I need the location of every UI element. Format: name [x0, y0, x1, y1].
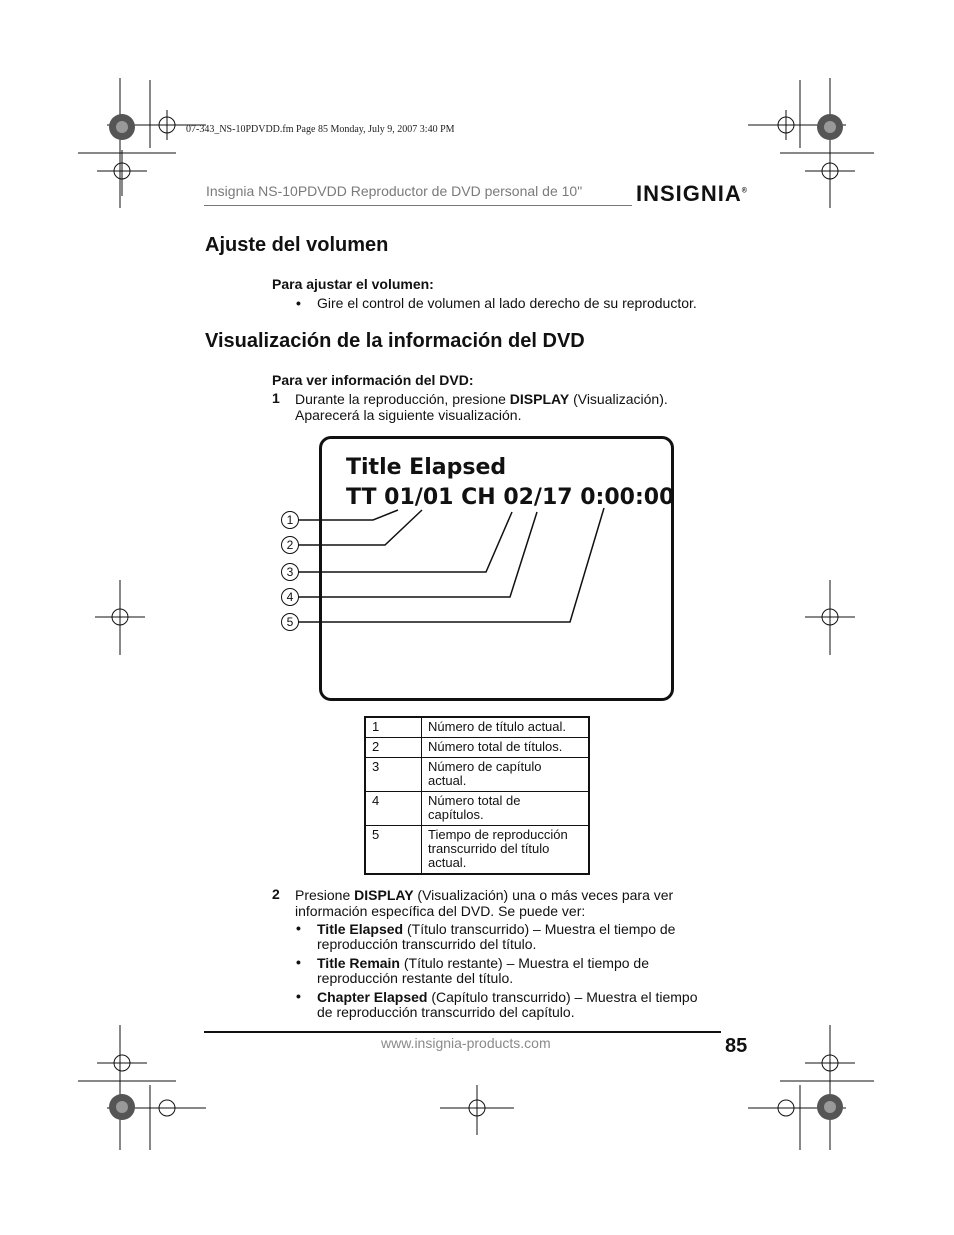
subheading-dvd-info: Para ver información del DVD:: [272, 372, 474, 388]
step-2-line-1: [295, 887, 673, 903]
footer-rule: [204, 1031, 721, 1033]
header-title: Insignia NS-10PDVDD Reproductor de DVD personal de 10": [206, 183, 583, 199]
step-number-1: 1: [272, 390, 280, 406]
page-number: 85: [725, 1035, 748, 1057]
legend-text: Tiempo de reproducción transcurrido del título actual.: [422, 826, 590, 875]
step-2-pre: Presione: [295, 887, 355, 903]
bullet-icon: •: [296, 295, 301, 311]
table-row: [365, 738, 589, 758]
bullet-icon: •: [296, 920, 301, 936]
bullet-icon: •: [296, 988, 301, 1004]
screen-line-1: Title Elapsed: [346, 455, 507, 480]
section-heading-dvd-info: Visualización de la información del DVD: [205, 330, 585, 352]
table-row: [365, 717, 589, 738]
callout-2: 2: [281, 536, 299, 554]
legend-num: 5: [365, 826, 422, 875]
legend-num: 3: [365, 758, 422, 792]
bullet-chapter-elapsed: Chapter Elapsed (Capítulo transcurrido) – Muestra el tiempo: [317, 989, 698, 1005]
bullet-chapter-elapsed-line-2: de reproducción transcurrido del capítulo.: [317, 1004, 575, 1020]
table-row: [365, 792, 589, 826]
callout-5: 5: [281, 613, 299, 631]
bullet-title-elapsed: Title Elapsed (Título transcurrido) – Muestra el tiempo de: [317, 921, 676, 937]
step-1-pre: Durante la reproducción, presione: [295, 391, 510, 407]
print-info: 07-343_NS-10PDVDD.fm Page 85 Monday, July 9, 2007 3:40 PM: [186, 124, 455, 135]
callout-3: 3: [281, 563, 299, 581]
display-key: DISPLAY: [354, 887, 414, 903]
step-number-2: 2: [272, 886, 280, 902]
screen-line-2: TT 01/01 CH 02/17 0:00:00: [346, 485, 675, 510]
bullet-title-remain: Title Remain (Título restante) – Muestra el tiempo de: [317, 955, 649, 971]
logo-text: INSIGNIA: [636, 181, 742, 206]
legend-text: Número total de títulos.: [422, 738, 590, 758]
bullet-title-remain-line-2: reproducción restante del título.: [317, 970, 514, 986]
bullet-title-elapsed-line-2: reproducción transcurrido del título.: [317, 936, 537, 952]
display-key: DISPLAY: [509, 391, 570, 407]
table-row: [365, 826, 589, 875]
section-heading-volume: Ajuste del volumen: [205, 234, 389, 256]
legend-text: Número de título actual.: [422, 717, 590, 738]
callout-1: 1: [281, 511, 299, 529]
legend-num: 1: [365, 717, 422, 738]
step-1-post: (Visualización).: [569, 391, 668, 407]
bullet-volume: Gire el control de volumen al lado derecho de su reproductor.: [317, 295, 697, 311]
table-row: [365, 758, 589, 792]
trademark-icon: ®: [741, 187, 748, 195]
footer-url: www.insignia-products.com: [381, 1035, 551, 1051]
legend-text: Número de capítulo actual.: [422, 758, 590, 792]
legend-text: Número total de capítulos.: [422, 792, 590, 826]
subheading-volume: Para ajustar el volumen:: [272, 276, 434, 292]
callout-legend-table: [364, 716, 590, 875]
legend-num: 2: [365, 738, 422, 758]
step-2-post: (Visualización) una o más veces para ver: [413, 887, 674, 903]
legend-num: 4: [365, 792, 422, 826]
callout-4: 4: [281, 588, 299, 606]
bullet-icon: •: [296, 954, 301, 970]
step-2-line-2: información específica del DVD. Se puede ver:: [295, 903, 586, 919]
step-1-line-2: Aparecerá la siguiente visualización.: [295, 407, 522, 423]
